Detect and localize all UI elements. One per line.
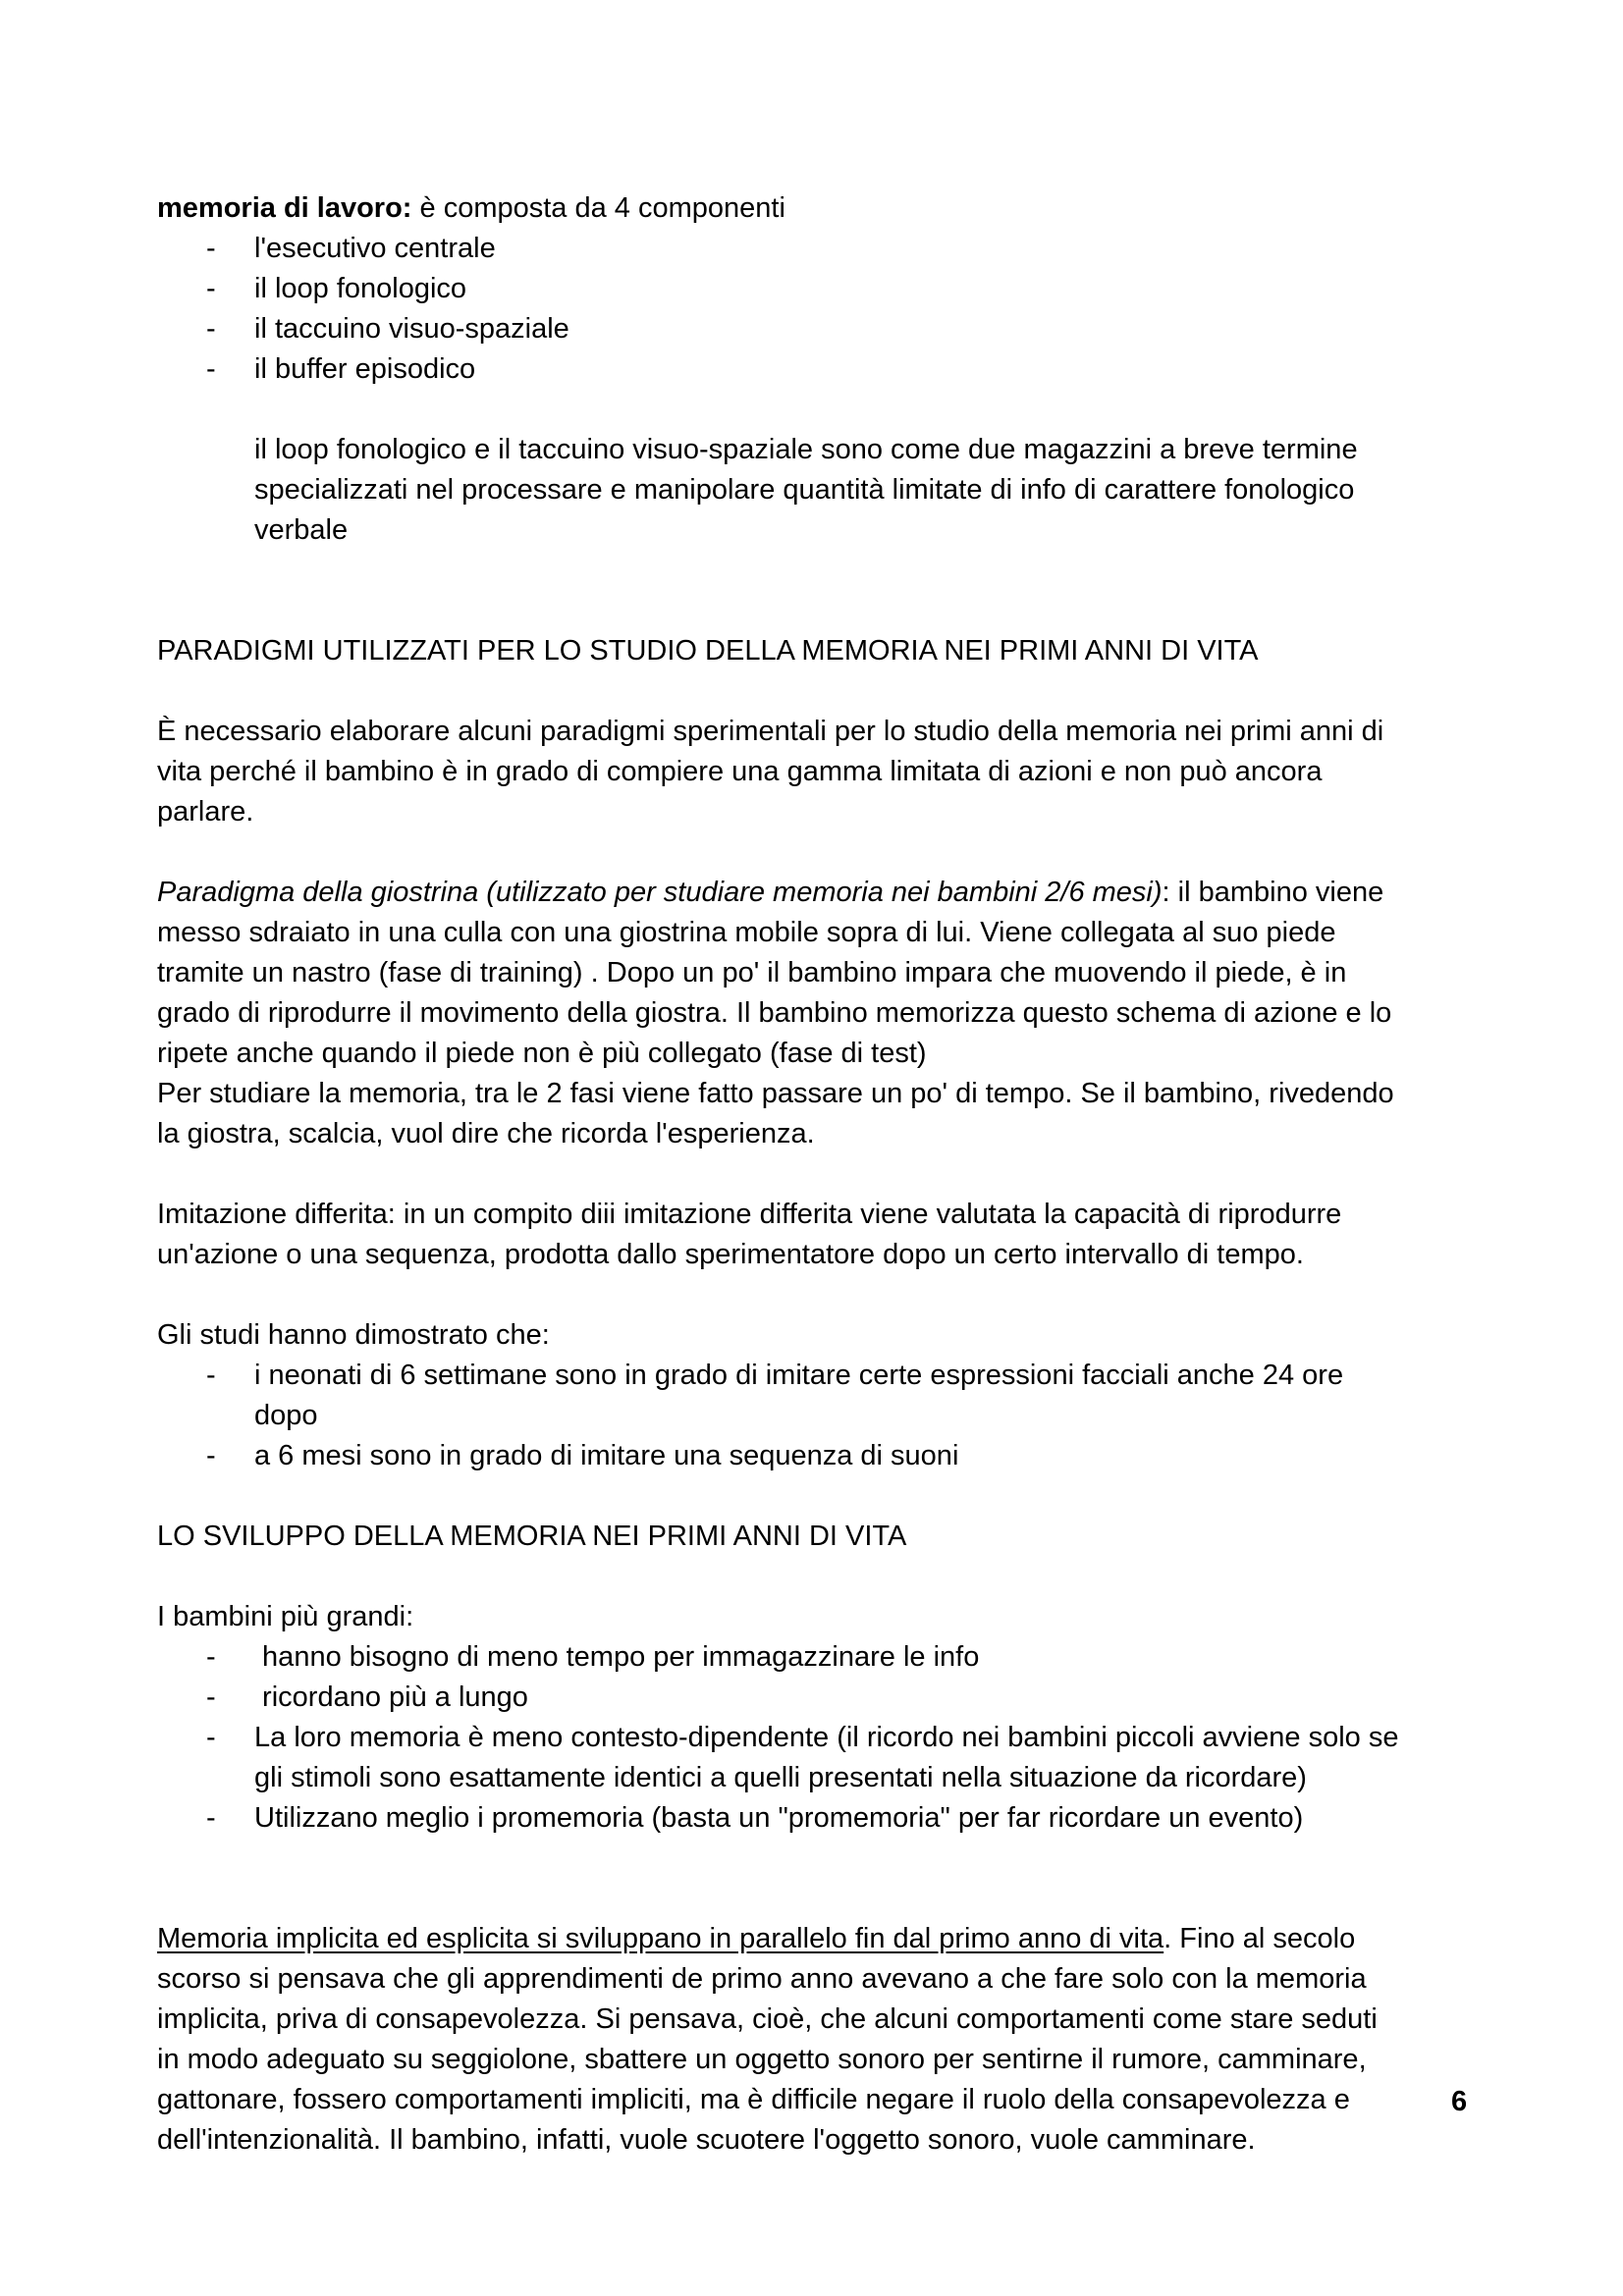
list-item: - Utilizzano meglio i promemoria (basta un "promemoria" per far ricordare un evento) [157,1798,1492,1839]
sviluppo-intro: I bambini più grandi: [157,1601,414,1632]
final-paragraph: Memoria implicita ed esplicita si sviluppano in parallelo fin dal primo anno di vita. Fino al secolo scorso si pensava che gli apprendimenti de primo anno avevano a che fare solo con la memoria implicita, priva di consapevolezza. Si pensava, cioè, che alcuni comportamenti come stare seduti in modo adeguato su seggiolone, sbattere un oggetto sonoro per sentirne il rumore, camminare, gattonare, fossero comportamenti impliciti, ma è difficile negare il ruolo della consapevolezza e dell'intenzionalità. Il bambino, infatti, vuole scuotere l'oggetto sonoro, vuole camminare. [157,1923,1378,2156]
dash-bullet: - [206,1641,216,1673]
dash-bullet: - [206,1802,216,1834]
page-content [157,188,1492,2161]
dash-bullet: - [206,353,216,385]
dash-bullet: - [206,233,216,264]
giostrina-paragraph: Paradigma della giostrina (utilizzato per studiare memoria nei bambini 2/6 mesi): il bambino viene messo sdraiato in una culla con una giostrina mobile sopra di lui. Viene collegata al suo piede tramite un nastro (fase di training) . Dopo un po' il bambino impara che muovendo il piede, è in grado di riprodurre il movimento della giostra. Il bambino memorizza questo schema di azione e lo ripete anche quando il piede non è più collegato (fase di test) Per studiare la memoria, tra le 2 fasi viene fatto passare un po' di tempo. Se il bambino, rivedendo la giostra, scalcia, vuol dire che ricorda l'esperienza. [157,877,1394,1149]
dash-bullet: - [206,1722,216,1753]
list-item: - i neonati di 6 settimane sono in grado di imitare certe espressioni facciali anche 24 ore dopo [157,1356,1492,1436]
list-item: - hanno bisogno di meno tempo per immagazzinare le info [157,1637,1492,1678]
section-heading-paradigmi: PARADIGMI UTILIZZATI PER LO STUDIO DELLA MEMORIA NEI PRIMI ANNI DI VITA [157,635,1259,667]
wm-component-list [157,229,1492,390]
list-item: - La loro memoria è meno contesto-dipendente (il ricordo nei bambini piccoli avviene solo se gli stimoli sono esattamente identici a quelli presentati nella situazione da ricordare) [157,1718,1492,1798]
studi-list [157,1356,1492,1476]
sviluppo-list [157,1637,1492,1839]
page-number: 6 [1451,2086,1468,2117]
list-item: - il taccuino visuo-spaziale [157,309,1492,349]
studi-intro: Gli studi hanno dimostrato che: [157,1319,550,1351]
giostrina-lead: Paradigma della giostrina (utilizzato per studiare memoria nei bambini 2/6 mesi) [157,877,1163,908]
wm-lead: memoria di lavoro: [157,192,412,224]
section-heading-sviluppo: LO SVILUPPO DELLA MEMORIA NEI PRIMI ANNI DI VITA [157,1521,907,1552]
dash-bullet: - [206,1682,216,1713]
dash-bullet: - [206,313,216,345]
wm-rest: è composta da 4 componenti [411,192,785,224]
list-item: - ricordano più a lungo [157,1678,1492,1718]
dash-bullet: - [206,273,216,304]
wm-note: il loop fonologico e il taccuino visuo-spaziale sono come due magazzini a breve termine specializzati nel processare e manipolare quantità limitate di info di carattere fonologico verbale [254,434,1358,546]
imitazione-paragraph: Imitazione differita: in un compito diii imitazione differita viene valutata la capacità di riprodurre un'azione o una sequenza, prodotta dallo sperimentatore dopo un certo intervallo di tempo. [157,1199,1342,1270]
list-item: - l'esecutivo centrale [157,229,1492,269]
dash-bullet: - [206,1440,216,1471]
paradigmi-intro: È necessario elaborare alcuni paradigmi sperimentali per lo studio della memoria nei primi anni di vita perché il bambino è in grado di compiere una gamma limitata di azioni e non può ancora parlare. [157,716,1384,828]
list-item: - a 6 mesi sono in grado di imitare una sequenza di suoni [157,1436,1492,1476]
list-item: - il buffer episodico [157,349,1492,390]
dash-bullet: - [206,1360,216,1391]
underlined-statement: Memoria implicita ed esplicita si sviluppano in parallelo fin dal primo anno di vita [157,1923,1164,1954]
list-item: - il loop fonologico [157,269,1492,309]
wm-title-line [157,188,1492,229]
